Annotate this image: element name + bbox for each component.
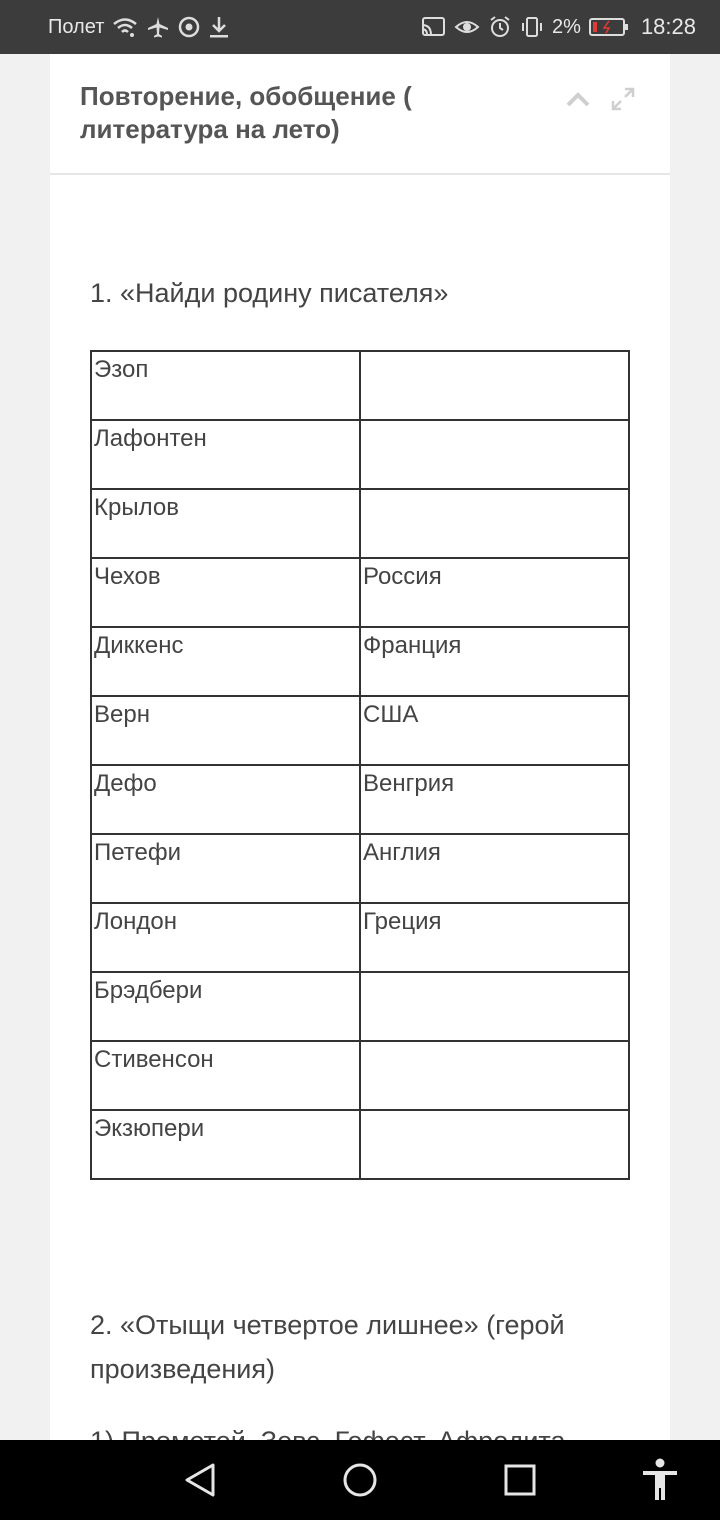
table-row [91,696,629,765]
expand-button[interactable] [608,84,638,114]
writer-cell: Экзюпери [91,1110,360,1179]
status-bar-right [420,0,696,54]
country-cell [360,972,629,1041]
country-cell: Франция [360,627,629,696]
table-row [91,558,629,627]
accessibility-button[interactable] [638,1458,682,1502]
table-row [91,1041,629,1110]
recents-square-icon [504,1464,536,1496]
download-icon [208,15,230,39]
wifi-icon [112,16,138,38]
navigation-bar [0,1440,720,1520]
content-card [50,54,670,1440]
country-cell [360,420,629,489]
writer-cell: Верн [91,696,360,765]
battery-icon [589,17,629,37]
cast-icon [420,16,446,38]
writer-cell: Лафонтен [91,420,360,489]
task-2-heading: 2. «Отыщи четвертое лишнее» (герой произведения) [90,1310,565,1384]
expand-icon [610,86,636,112]
home-circle-icon [342,1462,378,1498]
country-cell [360,1041,629,1110]
carrier-label: Полет [48,15,105,38]
collapse-button[interactable] [563,84,593,114]
table-row [91,351,629,420]
writer-cell: Стивенсон [91,1041,360,1110]
card-header [50,54,670,175]
table-row [91,903,629,972]
table-row [91,627,629,696]
writer-cell: Дефо [91,765,360,834]
table-row [91,834,629,903]
clock-time: 18:28 [640,14,696,39]
writer-cell: Петефи [91,834,360,903]
card-title: Повторение, обобщение ( литература на лето) [80,81,412,144]
writer-cell: Эзоп [91,351,360,420]
eye-icon [454,17,480,37]
battery-percent: 2% [552,15,581,38]
table-row [91,1110,629,1179]
country-cell [360,351,629,420]
accessibility-icon [640,1458,680,1502]
chrome-icon [178,16,200,38]
status-bar [0,0,720,54]
country-cell: США [360,696,629,765]
table-row [91,489,629,558]
writer-cell: Диккенс [91,627,360,696]
country-cell: Венгрия [360,765,629,834]
home-button[interactable] [338,1458,382,1502]
writers-table [90,350,630,1180]
country-cell: Россия [360,558,629,627]
country-cell: Греция [360,903,629,972]
writer-cell: Лондон [91,903,360,972]
status-bar-left [48,0,230,54]
chevron-up-icon [565,90,591,108]
table-row [91,972,629,1041]
writer-cell: Крылов [91,489,360,558]
country-cell [360,1110,629,1179]
task-1-heading: 1. «Найди родину писателя» [90,278,449,308]
writer-cell: Чехов [91,558,360,627]
recents-button[interactable] [498,1458,542,1502]
table-row [91,420,629,489]
back-button[interactable] [178,1458,222,1502]
airplane-icon [146,15,170,39]
back-triangle-icon [183,1462,217,1498]
alarm-icon [488,15,512,39]
country-cell: Англия [360,834,629,903]
writer-cell: Брэдбери [91,972,360,1041]
vibrate-icon [520,15,544,39]
country-cell [360,489,629,558]
table-row [91,765,629,834]
